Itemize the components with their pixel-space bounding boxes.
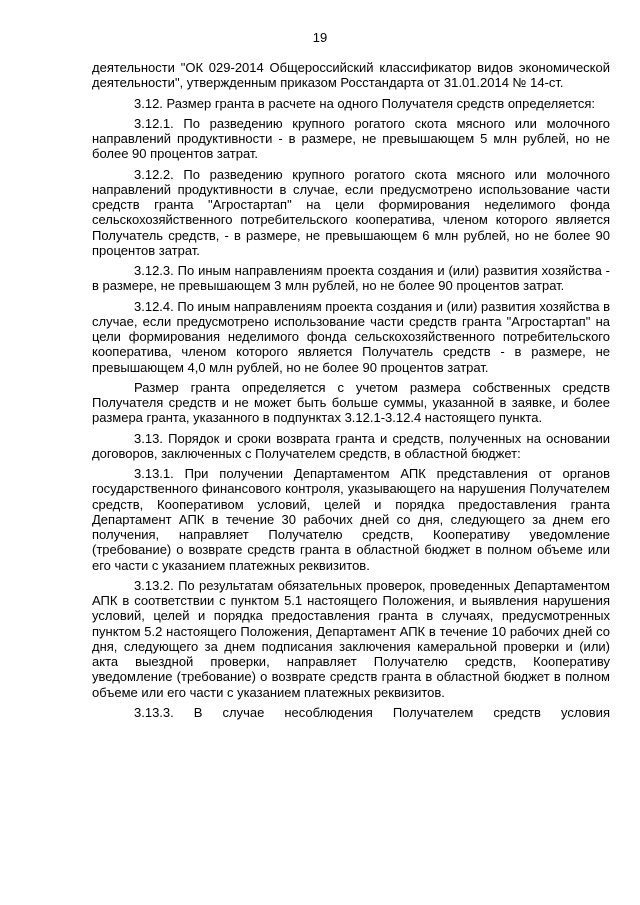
- paragraph-3-13-3: 3.13.3. В случае несоблюдения Получателем средств условия: [134, 704, 610, 720]
- paragraph-3-12-2: 3.12.2. По разведению крупного рогатого скота мясного или молочного направлений продуктивности в случае, если предусмотрено использование части средств гранта "Агростартап" на цели формирования неделимого фонда сельскохозяйственного потребительского кооператива, членом которого является Получатель средств, - в размере, не превышающем 6 млн рублей, но не более 90 процентов затрат.: [92, 166, 610, 258]
- paragraph-grant-size: Размер гранта определяется с учетом размера собственных средств Получателя средств и не может быть больше суммы, указанной в заявке, и более размера гранта, указанного в подпунктах 3.12.1-3.12.4 настоящего пункта.: [92, 379, 610, 426]
- paragraph-continuation: деятельности "ОК 029-2014 Общероссийский классификатор видов экономической деятельности", утвержденным приказом Росстандарта от 31.01.2014 № 14-ст.: [92, 60, 610, 91]
- page-number: 19: [312, 30, 328, 45]
- paragraph-3-12-1: 3.12.1. По разведению крупного рогатого скота мясного или молочного направлений продуктивности - в размере, не превышающем 5 млн рублей, но не более 90 процентов затрат.: [92, 115, 610, 162]
- paragraph-3-13-1: 3.13.1. При получении Департаментом АПК представления от органов государственного финансового контроля, указывающего на нарушения Получателем средств, Кооперативом условий, целей и порядка предоставления гранта Департамент АПК в течение 30 рабочих дней со дня, следующего за днем его получения, направляет Получателю средств, Кооперативу уведомление (требование) о возврате средств гранта в областной бюджет в полном объеме или его части с указанием платежных реквизитов.: [92, 466, 610, 573]
- paragraph-3-12-4: 3.12.4. По иным направлениям проекта создания и (или) развития хозяйства в случае, если предусмотрено использование части средств гранта "Агростартап" на цели формирования неделимого фонда сельскохозяйственного потребительского кооператива, членом которого является Получатель средств - в размере, не превышающем 4,0 млн рублей, но не более 90 процентов затрат.: [92, 298, 610, 375]
- paragraph-3-13-2: 3.13.2. По результатам обязательных проверок, проведенных Департаментом АПК в соответствии с пунктом 5.1 настоящего Положения, и выявления нарушения условий, целей и порядка предоставления гранта в случаях, предусмотренных пунктом 5.2 настоящего Положения, Департамент АПК в течение 10 рабочих дней со дня, следующего за днем подписания заключения камеральной проверки и (или) акта выездной проверки, направляет Получателю средств, Кооперативу уведомление (требование) о возврате средств гранта в областной бюджет в полном объеме или его части с указанием платежных реквизитов.: [92, 577, 610, 700]
- paragraph-3-12-3: 3.12.3. По иным направлениям проекта создания и (или) развития хозяйства - в размере, не превышающем 3 млн рублей, но не более 90 процентов затрат.: [92, 263, 610, 294]
- document-body: [92, 60, 610, 720]
- paragraph-3-13: 3.13. Порядок и сроки возврата гранта и средств, полученных на основании договоров, заключенных с Получателем средств, в областной бюджет:: [92, 430, 610, 461]
- paragraph-3-12: 3.12. Размер гранта в расчете на одного Получателя средств определяется:: [134, 95, 596, 111]
